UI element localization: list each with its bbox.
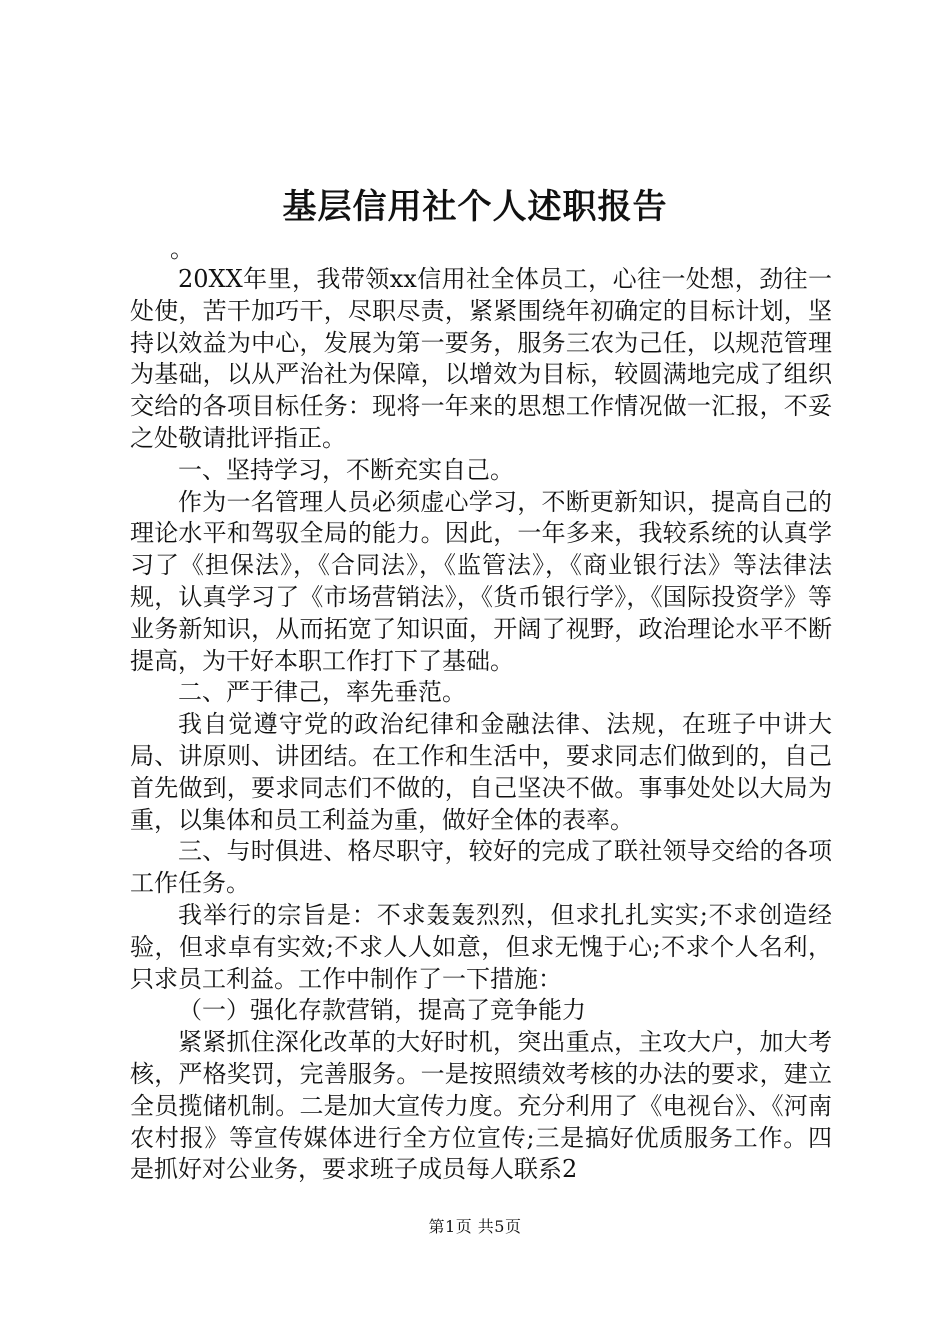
paragraph-deposits: 紧紧抓住深化改革的大好时机，突出重点，主攻大户，加大考核，严格奖罚，完善服务。一是按照绩效考核的办法的要求，建立全员揽储机制。二是加大宣传力度。充分利用了《电视台》、《河南农村报》等宣传媒体进行全方位宣传;三是搞好优质服务工作。四是抓好对公业务，要求班子成员每人联系2 [130,1028,832,1184]
paragraph-study: 作为一名管理人员必须虚心学习，不断更新知识，提高自己的理论水平和驾驭全局的能力。因此，一年多来，我较系统的认真学习了《担保法》，《合同法》，《监管法》，《商业银行法》等法律法规，认真学习了《市场营销法》，《货币银行学》，《国际投资学》等业务新知识，从而拓宽了知识面，开阔了视野，政治理论水平不断提高，为干好本职工作打下了基础。 [130,487,832,675]
subsection-heading-1: （一）强化存款营销，提高了竞争能力 [178,996,586,1025]
document-title: 基层信用社个人述职报告 [282,187,668,227]
paragraph-principles: 我举行的宗旨是：不求轰轰烈烈，但求扎扎实实;不求创造经验，但求卓有实效;不求人人如意，但求无愧于心;不求个人名利，只求员工利益。工作中制作了一下措施： [130,900,832,993]
section-heading-2: 二、严于律己，率先垂范。 [178,678,466,707]
section-heading-1: 一、坚持学习，不断充实自己。 [178,455,514,484]
section-heading-3: 三、与时俱进、格尽职守，较好的完成了联社领导交给的各项工作任务。 [130,837,832,898]
paragraph-0: 。 [170,235,194,263]
paragraph-discipline: 我自觉遵守党的政治纪律和金融法律、法规，在班子中讲大局、讲原则、讲团结。在工作和生活中，要求同志们做到的，自己首先做到，要求同志们不做的，自己坚决不做。事事处处以大局为重，以集体和员工利益为重，做好全体的表率。 [130,710,832,834]
paragraph-intro: 20XX年里，我带领xx信用社全体员工，心往一处想，劲往一处使，苦干加巧干，尽职尽责，紧紧围绕年初确定的目标计划，坚持以效益为中心，发展为第一要务，服务三农为己任，以规范管理为基础，以从严治社为保障，以增效为目标，较圆满地完成了组织交给的各项目标任务：现将一年来的思想工作情况做一汇报，不妥之处敬请批评指正。 [130,265,832,452]
document-body [130,236,832,1186]
page-footer: 第1页 共5页 [428,1217,522,1236]
